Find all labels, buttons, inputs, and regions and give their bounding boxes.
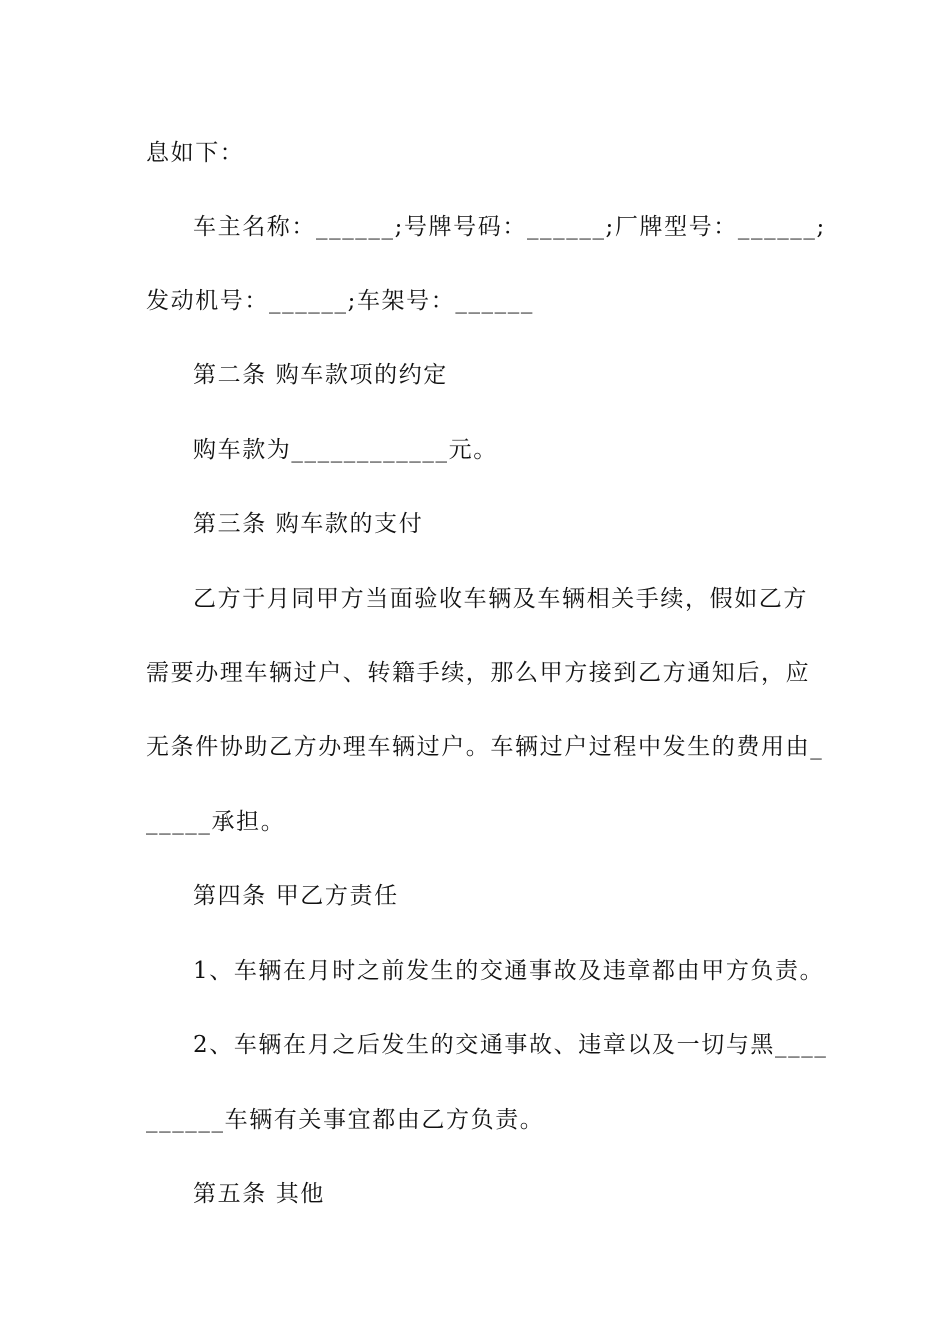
article-5-heading: 第五条 其他: [193, 1181, 325, 1207]
article-3-paragraph-line-1: 乙方于月同甲方当面验收车辆及车辆相关手续，假如乙方: [193, 586, 808, 612]
article-3-heading: 第三条 购车款的支付: [193, 511, 424, 537]
article-2-heading: 第二条 购车款项的约定: [193, 362, 448, 388]
payment-amount-line: 购车款为____________元。: [193, 437, 498, 463]
article-4-item-2-line-1: 2、车辆在月之后发生的交通事故、违章以及一切与黑____: [193, 1032, 828, 1058]
paragraph-line-continuation: 息如下：: [146, 140, 245, 166]
article-4-heading: 第四条 甲乙方责任: [193, 883, 399, 909]
article-4-item-1: 1、车辆在月时之前发生的交通事故及违章都由甲方负责。: [193, 958, 825, 984]
article-3-paragraph-line-4: _____承担。: [146, 809, 286, 835]
article-4-item-2-line-2: ______车辆有关事宜都由乙方负责。: [146, 1107, 545, 1133]
vehicle-info-line-1: 车主名称：______;号牌号码：______;厂牌型号：______;: [193, 214, 826, 240]
vehicle-info-line-2: 发动机号：______;车架号：______: [146, 288, 534, 314]
article-3-paragraph-line-2: 需要办理车辆过户、转籍手续，那么甲方接到乙方通知后，应: [146, 660, 811, 686]
article-3-paragraph-line-3: 无条件协助乙方办理车辆过户。车辆过户过程中发生的费用由_: [146, 734, 824, 760]
